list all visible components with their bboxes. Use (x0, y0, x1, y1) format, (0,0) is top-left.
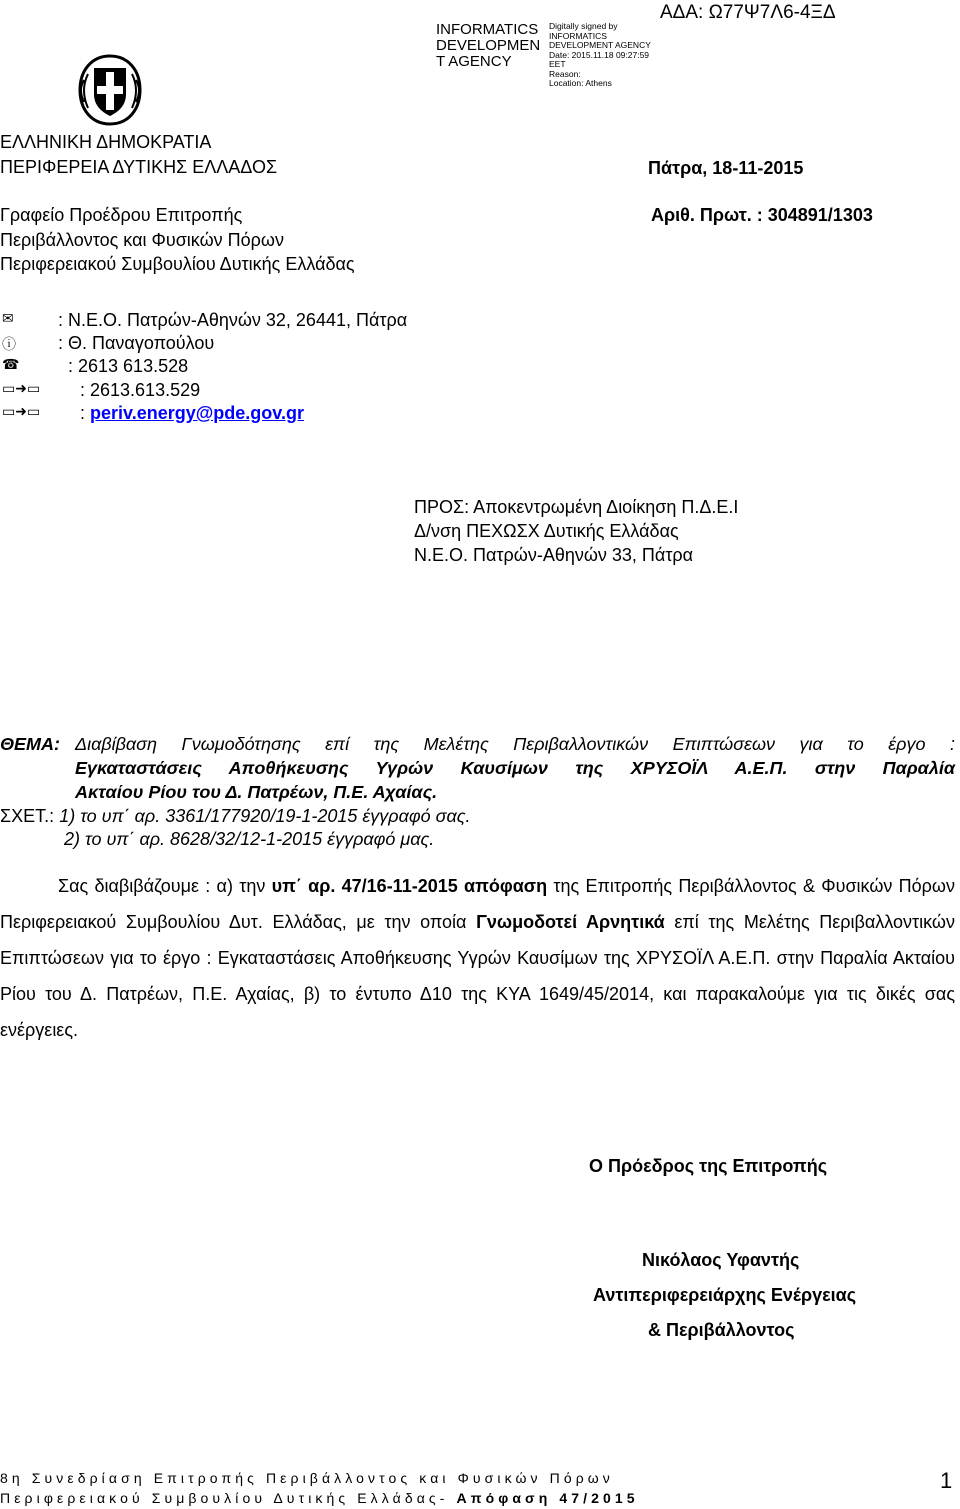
body-intro: Σας διαβιβάζουμε : α) την (58, 876, 266, 896)
page-number: 1 (940, 1468, 953, 1493)
reference-label: ΣΧΕΤ.: (0, 806, 55, 826)
subject-line-3: Ακταίου Ρίου του Δ. Πατρέων, Π.Ε. Αχαίας. (75, 782, 438, 802)
reference-1-text: 1) το υπ΄ αρ. 3361/177920/19-1-2015 έγγραφό σας. (59, 806, 471, 826)
email-prefix: : (80, 403, 86, 423)
recipient-line-1: ΠΡΟΣ: Αποκεντρωμένη Διοίκηση Π.Δ.Ε.Ι (414, 497, 739, 517)
signatory-role-1: Αντιπεριφερειάρχης Ενέργειας (593, 1285, 857, 1305)
email-link[interactable]: periv.energy@pde.gov.gr (90, 403, 304, 423)
greek-emblem-icon (70, 50, 150, 130)
mailbox-icon: ✉ (2, 311, 14, 327)
place-date: Πάτρα, 18-11-2015 (648, 158, 804, 178)
subject-line-1: Διαβίβαση Γνωμοδότησης επί της Μελέτης Περιβαλλοντικών Επιπτώσεων για το έργο : (75, 734, 955, 754)
email-icon: ▭➜▭ (2, 404, 41, 420)
office-line-2: Περιβάλλοντος και Φυσικών Πόρων (0, 230, 284, 250)
body-negative-opinion: Γνωμοδοτεί Αρνητικά (476, 912, 665, 932)
signatory-role-2: & Περιβάλλοντος (648, 1320, 795, 1340)
recipient-line-3: Ν.Ε.Ο. Πατρών-Αθηνών 33, Πάτρα (414, 545, 694, 565)
protocol-number: Αριθ. Πρωτ. : 304891/1303 (651, 205, 873, 225)
footer-council: Περιφερειακού Συμβουλίου Δυτικής Ελλάδας- (0, 1490, 449, 1506)
contact-fax: : 2613.613.529 (80, 380, 201, 400)
footer-line-1: 8η Συνεδρίαση Επιτροπής Περιβάλλοντος και Φυσικών Πόρων (0, 1470, 614, 1486)
footer (0, 1468, 960, 1508)
signatory-name: Νικόλαος Υφαντής (642, 1250, 800, 1270)
office-line-1: Γραφείο Προέδρου Επιτροπής (0, 205, 243, 225)
office-line-3: Περιφερειακού Συμβουλίου Δυτικής Ελλάδας (0, 254, 355, 274)
contact-phone: : 2613 613.528 (68, 356, 189, 376)
signature-org: INFORMATICS DEVELOPMEN T AGENCY (436, 21, 541, 70)
signatory-title: Ο Πρόεδρος της Επιτροπής (589, 1156, 828, 1176)
reference-2: 2) το υπ΄ αρ. 8628/32/12-1-2015 έγγραφό μας. (64, 829, 435, 849)
body-committee: της Επιτροπής Περιβάλλοντος & Φυσικών Πόρων Περιφερειακού Συμβουλίου Δυτ. Ελλάδας, με την οποία (0, 876, 955, 932)
contact-email (80, 403, 304, 424)
body-paragraph (0, 868, 955, 1048)
contact-person: : Θ. Παναγοπούλου (58, 333, 215, 353)
ada-code: ΑΔΑ: Ω77Ψ7Λ6-4ΞΔ (660, 2, 836, 23)
region-label: ΠΕΡΙΦΕΡΕΙΑ ΔΥΤΙΚΗΣ ΕΛΛΑΔΟΣ (0, 157, 278, 177)
info-icon: ⓘ (2, 337, 16, 353)
contact-address: : Ν.Ε.Ο. Πατρών-Αθηνών 32, 26441, Πάτρα (58, 310, 408, 330)
fax-icon: ▭➜▭ (2, 381, 41, 397)
body-decision-ref: υπ΄ αρ. 47/16-11-2015 απόφαση (271, 876, 548, 896)
republic-label: ΕΛΛΗΝΙΚΗ ΔΗΜΟΚΡΑΤΙΑ (0, 132, 212, 152)
subject-label: ΘΕΜΑ: (0, 734, 60, 754)
reference-1 (0, 805, 471, 828)
footer-decision: Απόφαση 47/2015 (456, 1490, 639, 1506)
recipient-line-2: Δ/νση ΠΕΧΩΣΧ Δυτικής Ελλάδας (414, 521, 679, 541)
signature-details: Digitally signed by INFORMATICS DEVELOPMENT AGENCY Date: 2015.11.18 09:27:59 EET Reason: Location: Athens (549, 21, 651, 88)
subject-line-2: Εγκαταστάσεις Αποθήκευσης Υγρών Καυσίμων της ΧΡΥΣΟΪΛ Α.Ε.Π. στην Παραλία (75, 758, 955, 778)
body-rest: επί της Μελέτης Περιβαλλοντικών Επιπτώσεων για το έργο : Εγκαταστάσεις Αποθήκευσης Υγρών Καυσίμων της ΧΡΥΣΟΪΛ Α.Ε.Π. στην Παραλία Ακταίου Ρίου του Δ. Πατρέων, Π.Ε. Αχαίας, β) το έντυπο Δ10 της ΚΥΑ 1649/45/2014, και παρακαλούμε για τις δικές σας ενέργειες. (0, 912, 955, 1040)
footer-line-2 (0, 1488, 960, 1508)
phone-icon: ☎ (2, 357, 20, 373)
